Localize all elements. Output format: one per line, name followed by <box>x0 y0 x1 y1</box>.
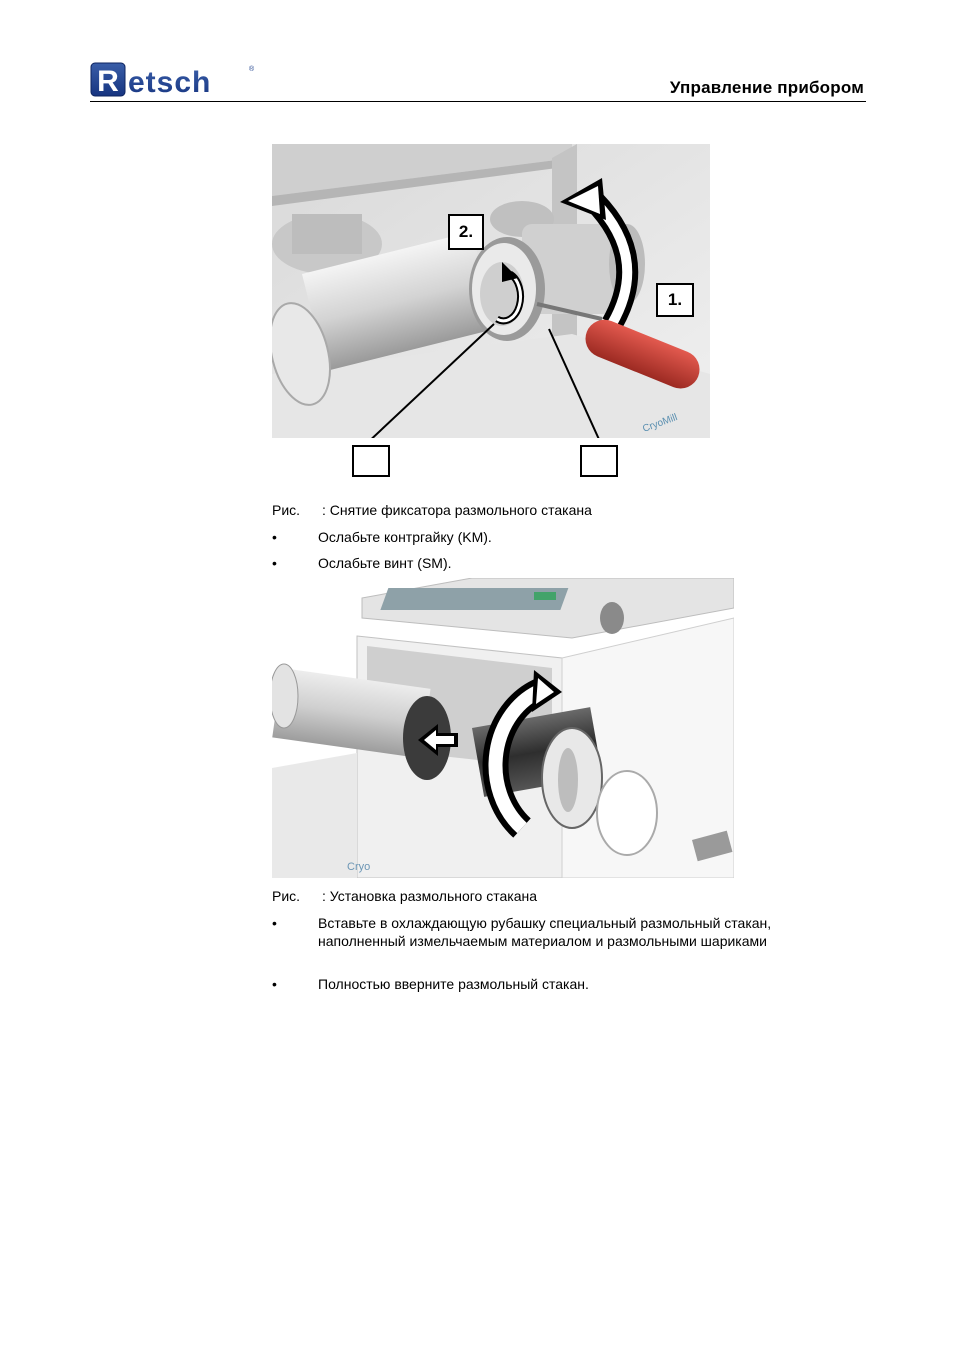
svg-text:R: R <box>97 65 119 98</box>
list-item <box>272 914 818 950</box>
bullet: • <box>272 529 277 545</box>
list-item <box>272 975 818 993</box>
step-text-line: Вставьте в охлаждающую рубашку специальный размольный стакан, <box>318 915 772 931</box>
step-text-line: наполненный измельчаемым материалом и размольными шариками <box>318 933 767 949</box>
list-item <box>272 528 818 546</box>
step-text <box>318 914 818 950</box>
svg-text:Cryo: Cryo <box>347 861 371 873</box>
caption-text: : Снятие фиксатора размольного стакана <box>322 502 592 518</box>
step-text: Ослабьте винт (SM). <box>318 555 452 571</box>
bullet: • <box>272 915 277 931</box>
figure-caption <box>272 502 592 518</box>
callout-km-box <box>352 445 390 477</box>
figure-caption <box>272 888 537 904</box>
caption-prefix: Рис. <box>272 888 301 904</box>
caption-text: : Установка размольного стакана <box>322 888 538 904</box>
retsch-logo <box>90 62 258 98</box>
list-item <box>272 554 818 572</box>
callout-step-1: 1. <box>656 283 694 317</box>
figure-install-jar <box>272 578 734 878</box>
step-text: Полностью вверните размольный стакан. <box>318 976 589 992</box>
svg-text:etsch: etsch <box>128 66 212 98</box>
section-title: Управление прибором <box>669 78 864 97</box>
figure-remove-fixator <box>272 144 710 438</box>
svg-text:CryoMill: CryoMill <box>641 412 679 435</box>
callout-step-2: 2. <box>448 214 484 250</box>
bullet: • <box>272 976 277 992</box>
callout-sm-box <box>580 445 618 477</box>
svg-text:®: ® <box>249 66 255 73</box>
step-text: Ослабьте контргайку (KM). <box>318 529 492 545</box>
bullet: • <box>272 555 277 571</box>
caption-prefix: Рис. <box>272 502 301 518</box>
header-divider <box>90 101 866 102</box>
